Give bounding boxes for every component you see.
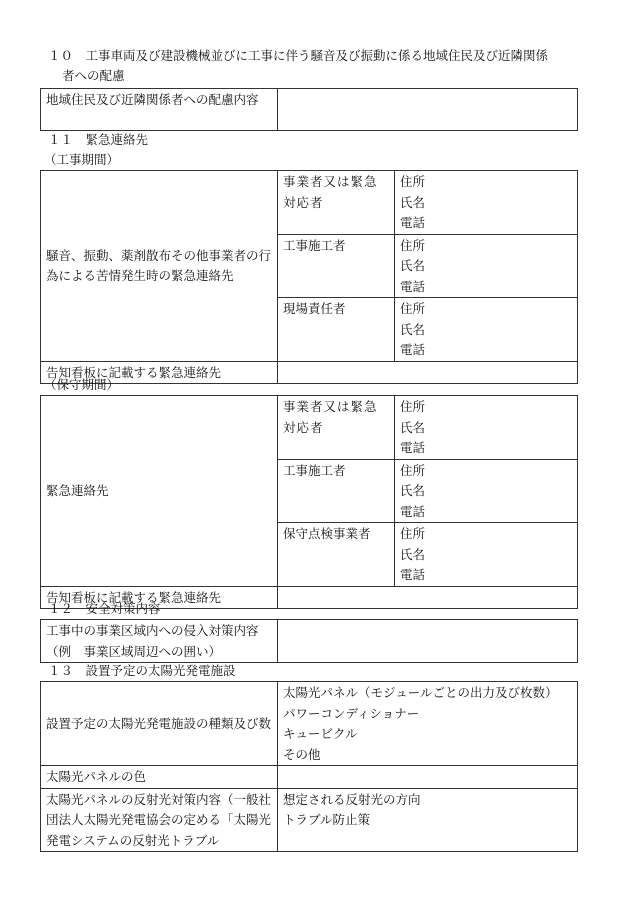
section-10-heading-line1: １０ 工事車両及び建設機械並びに工事に伴う騒音及び振動に係る地域住民及び近隣関係 bbox=[48, 48, 549, 63]
phone-field-label: 電話 bbox=[400, 342, 426, 357]
facility-items[interactable] bbox=[278, 682, 578, 766]
construction-role-1: 事業者又は緊急対応者 bbox=[278, 171, 395, 235]
maintenance-role-2: 工事施工者 bbox=[278, 459, 395, 523]
name-field-label: 氏名 bbox=[400, 483, 426, 498]
maintenance-role-3: 保守点検事業者 bbox=[278, 523, 395, 587]
construction-role-3: 現場責任者 bbox=[278, 298, 395, 362]
facility-item-panel: 太陽光パネル（モジュールごとの出力及び枚数） bbox=[283, 685, 558, 700]
consideration-label: 地域住民及び近隣関係者への配慮内容 bbox=[41, 89, 278, 131]
address-field-label: 住所 bbox=[400, 237, 426, 253]
section-10-heading bbox=[48, 46, 548, 86]
name-field-label: 氏名 bbox=[400, 258, 426, 273]
maintenance-contact-table bbox=[40, 395, 578, 609]
safety-table bbox=[40, 619, 578, 663]
address-field-label: 住所 bbox=[400, 462, 426, 478]
construction-fields-1[interactable] bbox=[395, 171, 578, 235]
maintenance-main-label: 緊急連絡先 bbox=[41, 396, 278, 587]
construction-role-2: 工事施工者 bbox=[278, 234, 395, 298]
name-field-label: 氏名 bbox=[400, 546, 426, 562]
facility-label: 設置予定の太陽光発電施設の種類及び数 bbox=[41, 682, 278, 766]
section-12-heading: １２ 安全対策内容 bbox=[48, 601, 161, 616]
reflection-items[interactable] bbox=[278, 788, 578, 852]
safety-value[interactable] bbox=[278, 620, 578, 663]
consideration-table bbox=[40, 88, 578, 131]
construction-fields-3[interactable] bbox=[395, 298, 578, 362]
address-field-label: 住所 bbox=[400, 399, 426, 414]
maintenance-notice-value[interactable] bbox=[278, 586, 578, 609]
construction-notice-value[interactable] bbox=[278, 361, 578, 384]
consideration-value[interactable] bbox=[278, 89, 578, 131]
facility-table bbox=[40, 681, 578, 852]
phone-field-label: 電話 bbox=[400, 567, 426, 582]
construction-contact-table bbox=[40, 170, 578, 384]
construction-notice-label: 告知看板に記載する緊急連絡先 bbox=[41, 361, 278, 384]
phone-field-label: 電話 bbox=[400, 278, 426, 294]
name-field-label: 氏名 bbox=[400, 194, 426, 210]
safety-label: 工事中の事業区域内への侵入対策内容（例 事業区域周辺への囲い） bbox=[41, 620, 278, 663]
reflection-prevention-label: トラブル防止策 bbox=[283, 812, 371, 827]
name-field-label: 氏名 bbox=[400, 321, 426, 337]
maintenance-notice-label: 告知看板に記載する緊急連絡先 bbox=[41, 586, 278, 609]
section-11-heading: １１ 緊急連絡先 bbox=[48, 132, 149, 147]
facility-item-power-conditioner: パワーコンディショナー bbox=[283, 705, 420, 721]
address-field-label: 住所 bbox=[400, 174, 426, 189]
reflection-direction-label: 想定される反射光の方向 bbox=[283, 791, 421, 807]
maintenance-role-1: 事業者又は緊急対応者 bbox=[278, 396, 395, 460]
address-field-label: 住所 bbox=[400, 526, 426, 541]
construction-main-label: 騒音、振動、薬剤散布その他事業者の行為による苦情発生時の緊急連絡先 bbox=[41, 171, 278, 362]
maintenance-fields-3[interactable] bbox=[395, 523, 578, 587]
panel-color-label: 太陽光パネルの色 bbox=[41, 766, 278, 789]
section-10-heading-line2: 者への配慮 bbox=[62, 68, 125, 83]
phone-field-label: 電話 bbox=[400, 503, 426, 519]
reflection-label: 太陽光パネルの反射光対策内容（一般社団法人太陽光発電協会の定める「太陽光発電システムの反射光トラブル bbox=[41, 788, 278, 852]
phone-field-label: 電話 bbox=[400, 440, 426, 455]
phone-field-label: 電話 bbox=[400, 215, 426, 230]
name-field-label: 氏名 bbox=[400, 419, 426, 435]
maintenance-fields-2[interactable] bbox=[395, 459, 578, 523]
construction-fields-2[interactable] bbox=[395, 234, 578, 298]
maintenance-fields-1[interactable] bbox=[395, 396, 578, 460]
facility-item-cubicle: キュービクル bbox=[283, 726, 358, 741]
maintenance-period-subtitle: （保守期間） bbox=[44, 377, 120, 392]
address-field-label: 住所 bbox=[400, 301, 426, 316]
panel-color-value[interactable] bbox=[278, 766, 578, 789]
section-13-heading: １３ 設置予定の太陽光発電施設 bbox=[48, 663, 236, 678]
facility-item-other: その他 bbox=[283, 746, 321, 762]
construction-period-subtitle: （工事期間） bbox=[44, 152, 120, 167]
